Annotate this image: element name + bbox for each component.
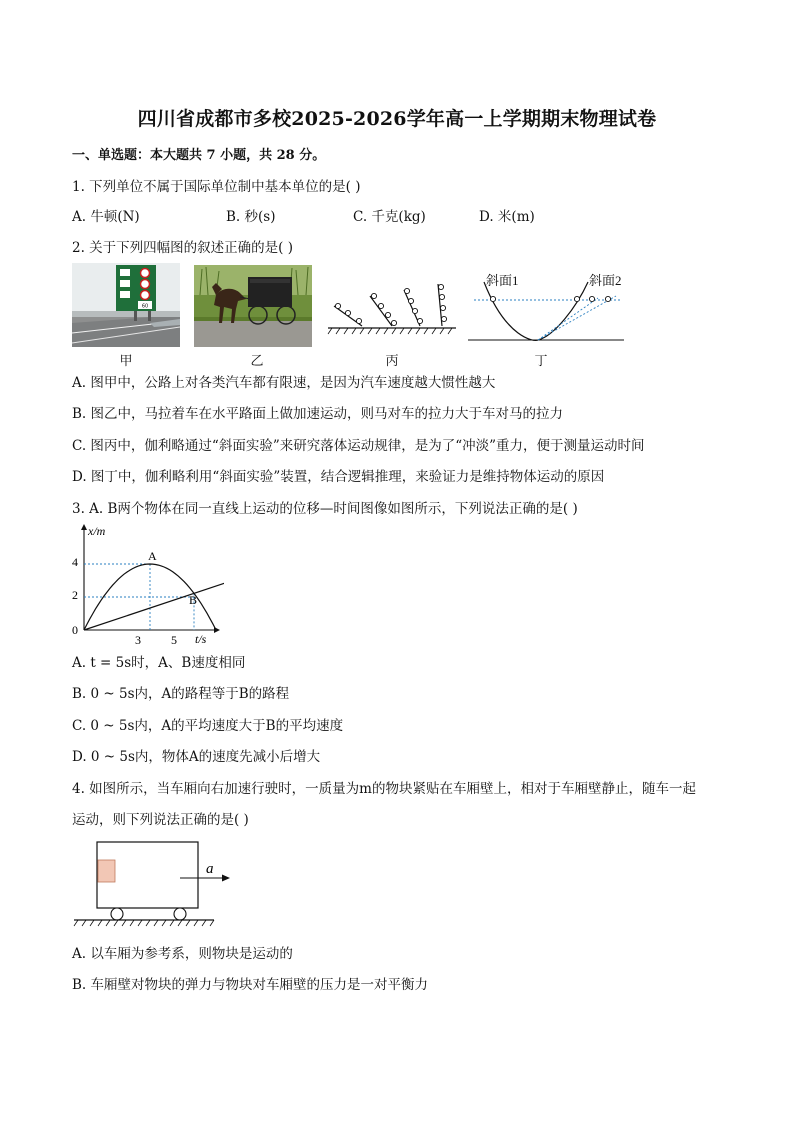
block-on-wall <box>98 860 115 882</box>
caption-jia: 甲 <box>119 354 133 369</box>
series-a-label: A <box>148 549 157 563</box>
caption-ding: 丁 <box>534 354 548 369</box>
train-car-diagram <box>70 836 240 932</box>
q2-option-a: A. 图甲中，公路上对各类汽车都有限速，是因为汽车速度越大惯性越大 <box>72 375 496 391</box>
q3-stem: 3. A. B两个物体在同一直线上运动的位移—时间图像如图所示，下列说法正确的是( ) <box>72 501 578 517</box>
acceleration-label: a <box>206 861 214 877</box>
sign-speed-text: 60 <box>141 303 149 310</box>
photo-highway-image <box>72 263 180 347</box>
q1-stem: 1. 下列单位不属于国际单位制中基本单位的是( ) <box>72 179 361 195</box>
x-axis-label: t/s <box>195 632 207 646</box>
q4-option-b: B. 车厢壁对物块的弹力与物块对车厢壁的压力是一对平衡力 <box>72 977 429 993</box>
section-heading: 一、单选题：本大题共 7 小题，共 28 分。 <box>72 148 326 163</box>
y-axis-label: x/m <box>88 524 106 538</box>
caption-bing: 丙 <box>385 354 399 369</box>
q1-option-b: B. 秒(s) <box>226 209 276 225</box>
q3-option-d: D. 0 ~ 5s内，物体A的速度先减小后增大 <box>72 749 321 765</box>
series-b-label: B <box>189 593 198 607</box>
x-tick-3: 3 <box>135 633 141 647</box>
q3-option-b: B. 0 ~ 5s内，A的路程等于B的路程 <box>72 686 290 702</box>
q1-option-d: D. 米(m) <box>479 209 535 225</box>
q4-option-a: A. 以车厢为参考系，则物块是运动的 <box>72 946 293 962</box>
q4-stem-line1: 4. 如图所示，当车厢向右加速行驶时，一质量为m的物块紧贴在车厢壁上，相对于车厢壁静止，随车一起 <box>72 781 696 797</box>
x-tick-5: 5 <box>171 633 177 647</box>
wheel-left <box>111 908 123 920</box>
q2-option-c: C. 图丙中，伽利略通过“斜面实验”来研究落体运动规律，是为了“冲淡”重力，便于测量运动时间 <box>72 438 645 454</box>
q2-option-d: D. 图丁中，伽利略利用“斜面实验”装置，结合逻辑推理，来验证力是维持物体运动的原因 <box>72 469 605 485</box>
q3-option-c: C. 0 ~ 5s内，A的平均速度大于B的平均速度 <box>72 718 344 734</box>
q3-option-a: A. t = 5s时，A、B速度相同 <box>72 655 246 671</box>
q2-stem: 2. 关于下列四幅图的叙述正确的是( ) <box>72 240 293 256</box>
q1-option-a: A. 牛顿(N) <box>72 209 140 225</box>
xt-graph-chart <box>64 520 224 648</box>
photo-horse-carriage-image <box>194 265 312 347</box>
y-tick-0: 0 <box>72 623 78 637</box>
galileo-ramps-diagram <box>466 268 626 344</box>
wheel-right <box>174 908 186 920</box>
q4-stem-line2: 运动，则下列说法正确的是( ) <box>72 812 249 828</box>
q1-option-c: C. 千克(kg) <box>353 209 426 225</box>
slope-label-2: 斜面2 <box>589 273 622 288</box>
y-tick-4: 4 <box>72 555 78 569</box>
q2-option-b: B. 图乙中，马拉着车在水平路面上做加速运动，则马对车的拉力大于车对马的拉力 <box>72 406 564 422</box>
caption-yi: 乙 <box>250 354 264 369</box>
slope-label-1: 斜面1 <box>486 273 519 288</box>
page-title: 四川省成都市多校2025-2026学年高一上学期期末物理试卷 <box>137 108 657 130</box>
y-tick-2: 2 <box>72 588 78 602</box>
inclined-planes-diagram <box>326 282 458 338</box>
